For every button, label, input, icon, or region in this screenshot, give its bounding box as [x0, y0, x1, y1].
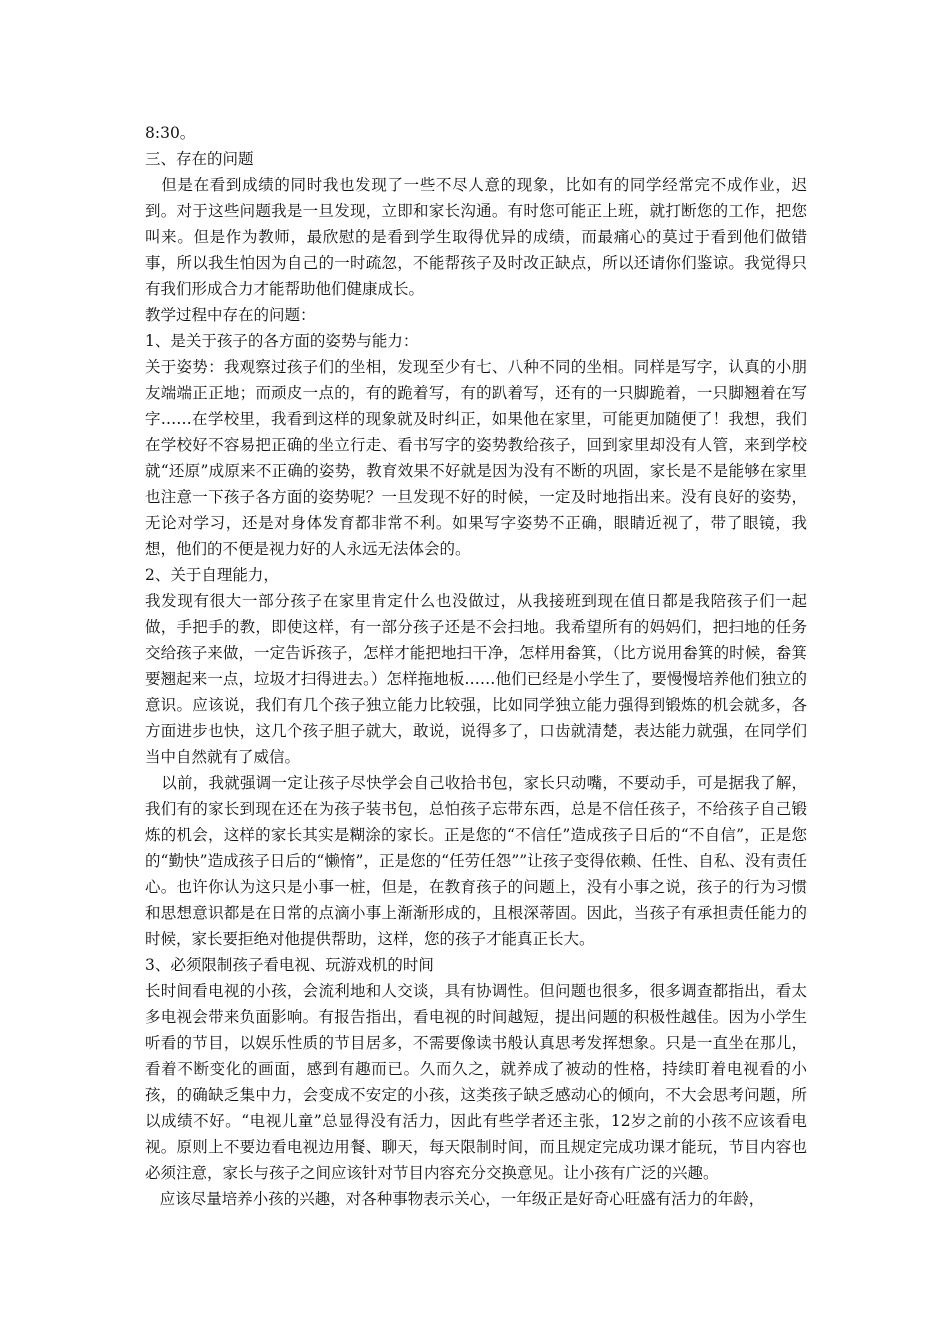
document-body [145, 120, 807, 1212]
item-one-heading: 1、是关于孩子的各方面的姿势与能力： [145, 332, 419, 350]
paragraph-posture: 关于姿势：我观察过孩子们的坐相，发现至少有七、八种不同的坐相。同样是写字，认真的小朋友端端正正地；而顽皮一点的，有的跪着写，有的趴着写，还有的一只脚跪着，一只脚翘着在写字……在学校里，我看到这样的现象就及时纠正，如果他在家里，可能更加随便了！我想，我们在学校好不容易把正确的坐立行走、看书写字的姿势教给孩子，回到家里却没有人管，来到学校就“还原”成原来不正确的姿势，教育效果不好就是因为没有不断的巩固，家长是不是能够在家里也注意一下孩子各方面的姿势呢？一旦发现不好的时候，一定及时地指出来。没有良好的姿势，无论对学习，还是对身体发育都非常不利。如果写字姿势不正确，眼睛近视了，带了眼镜，我想，他们的不便是视力好的人永远无法体会的。 [145, 358, 807, 558]
item-three-heading: 3、必须限制孩子看电视、玩游戏机的时间 [145, 956, 434, 974]
time-line: 8:30。 [145, 124, 196, 142]
paragraph-tv: 长时间看电视的小孩，会流利地和人交谈，具有协调性。但问题也很多，很多调查都指出，看太多电视会带来负面影响。有报告指出，看电视的时间越短，提出问题的积极性越佳。因为小学生听看的节目，以娱乐性质的节目居多，不需要像读书般认真思考发挥想象。只是一直坐在那儿，看着不断变化的画面，感到有趣而已。久而久之，就养成了被动的性格，持续盯着电视看的小孩，的确缺乏集中力，会变成不安定的小孩，这类孩子缺乏感动心的倾向，不大会思考问题，所以成绩不好。“电视儿童”总显得没有活力，因此有些学者还主张，12岁之前的小孩不应该看电视。原则上不要边看电视边用餐、聊天，每天限制时间，而且规定完成功课才能玩，节目内容也必须注意，家长与孩子之间应该针对节目内容充分交换意见。让小孩有广泛的兴趣。 [145, 982, 807, 1182]
paragraph-before: 以前，我就强调一定让孩子尽快学会自己收拾书包，家长只动嘴，不要动手，可是据我了解，我们有的家长到现在还在为孩子装书包，总怕孩子忘带东西，总是不信任孩子，不给孩子自己锻炼的机会，这样的家长其实是糊涂的家长。正是您的“不信任”造成孩子日后的“不自信”，正是您的“勤快”造成孩子日后的“懒惰”，正是您的“任劳任怨””让孩子变得依赖、任性、自私、没有责任心。也许你认为这只是小事一桩，但是，在教育孩子的问题上，没有小事之说，孩子的行为习惯和思想意识都是在日常的点滴小事上渐渐形成的，且根深蒂固。因此，当孩子有承担责任能力的时候，家长要拒绝对他提供帮助，这样，您的孩子才能真正长大。 [145, 774, 807, 948]
paragraph-selfcare: 我发现有很大一部分孩子在家里肯定什么也没做过，从我接班到现在值日都是我陪孩子们一起做，手把手的教，即使这样，有一部分孩子还是不会扫地。我希望所有的妈妈们，把扫地的任务交给孩子来做，一定告诉孩子，怎样才能把地扫干净，怎样用畚箕，（比方说用畚箕的时候，畚箕要翘起来一点，垃圾才扫得进去。）怎样拖地板……他们已经是小学生了，要慢慢培养他们独立的意识。应该说，我们有几个孩子独立能力比较强，比如同学独立能力强得到锻炼的机会就多，各方面进步也快，这几个孩子胆子就大，敢说，说得多了，口齿就清楚，表达能力就强，在同学们当中自然就有了威信。 [145, 592, 807, 766]
item-two-heading: 2、关于自理能力， [145, 566, 279, 584]
section-three-heading: 三、存在的问题 [145, 150, 254, 168]
paragraph-interest: 应该尽量培养小孩的兴趣，对各种事物表示关心，一年级正是好奇心旺盛有活力的年龄， [159, 1190, 765, 1208]
paragraph-problems: 但是在看到成绩的同时我也发现了一些不尽人意的现象，比如有的同学经常完不成作业，迟到。对于这些问题我是一旦发现，立即和家长沟通。有时您可能正上班，就打断您的工作，把您叫来。但是作为教师，最欣慰的是看到学生取得优异的成绩，而最痛心的莫过于看到他们做错事，所以我生怕因为自己的一时疏忽，不能帮孩子及时改正缺点，所以还请你们鉴谅。我觉得只有我们形成合力才能帮助他们健康成长。 [145, 176, 807, 298]
teaching-problems-heading: 教学过程中存在的问题： [145, 306, 316, 324]
